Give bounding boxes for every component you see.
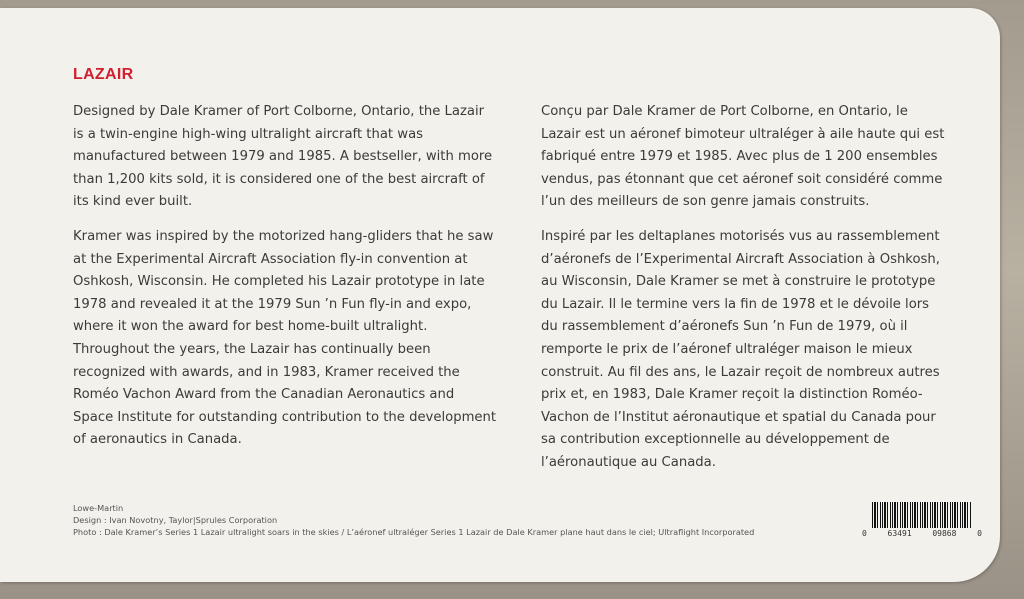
credits-block: [73, 502, 754, 539]
printer-credit: Lowe-Martin: [73, 503, 124, 513]
english-text-column: [73, 101, 498, 464]
french-paragraph-1: Conçu par Dale Kramer de Port Colborne, en Ontario, le Lazair est un aéronef bimoteur ultraléger à aile haute qui est fabriqué entre 1979 et 1985. Avec plus de 1 200 ensembles vendus, pas étonnant que cet aéronef soit considéré comme l’un des meilleurs de son genre jamais construits.: [541, 104, 945, 210]
french-text-column: [541, 101, 946, 487]
english-paragraph-1: Designed by Dale Kramer of Port Colborne, Ontario, the Lazair is a twin-engine high-wing ultralight aircraft that was manufactured between 1979 and 1985. A bestseller, with more than 1,200 kits sold, it is considered one of the best aircraft of its kind ever built.: [73, 104, 493, 210]
barcode-check-digit: 0: [977, 529, 982, 538]
page-title: LAZAIR: [73, 66, 134, 83]
barcode-bars: [872, 502, 972, 528]
barcode-left-digits: 63491: [887, 529, 912, 538]
design-credit: Design : Ivan Novotny, Taylor|Sprules Corporation: [73, 515, 278, 526]
barcode-right-digits: 09868: [932, 529, 957, 538]
barcode-lead-digit: 0: [862, 529, 867, 538]
barcode-digits: [862, 529, 982, 538]
barcode: [862, 502, 982, 538]
info-card: [0, 8, 1000, 582]
english-paragraph-2: Kramer was inspired by the motorized hang-gliders that he saw at the Experimental Aircraft Association fly-in convention at Oshkosh, Wisconsin. He completed his Lazair prototype in late 1978 and revealed it at the 1979 Sun ’n Fun fly-in and expo, where it won the award for best home-built ultralight. Throughout the years, the Lazair has continually been recognized with awards, and in 1983, Kramer received the Roméo Vachon Award from the Canadian Aeronautics and Space Institute for outstanding contribution to the development of aeronautics in Canada.: [73, 228, 497, 448]
french-paragraph-2: Inspiré par les deltaplanes motorisés vus au rassemblement d’aéronefs de l’Experimental Aircraft Association à Oshkosh, au Wisconsin, Dale Kramer se met à construire le prototype du Lazair. Il le termine vers la fin de 1978 et le dévoile lors du rassemblement d’aéronefs Sun ’n Fun de 1979, où il remporte le prix de l’aéronef ultraléger maison le mieux construit. Au fil des ans, le Lazair reçoit de nombreux autres prix et, en 1983, Dale Kramer reçoit la distinction Roméo-Vachon de l’Institut aéronautique et spatial du Canada pour sa contribution exceptionnelle au développement de l’aéronautique au Canada.: [541, 228, 940, 470]
photo-credit: Photo : Dale Kramer’s Series 1 Lazair ultralight soars in the skies / L’aéronef ultraléger Series 1 Lazair de Dale Kramer plane haut dans le ciel; Ultraflight Incorporated: [73, 527, 755, 538]
